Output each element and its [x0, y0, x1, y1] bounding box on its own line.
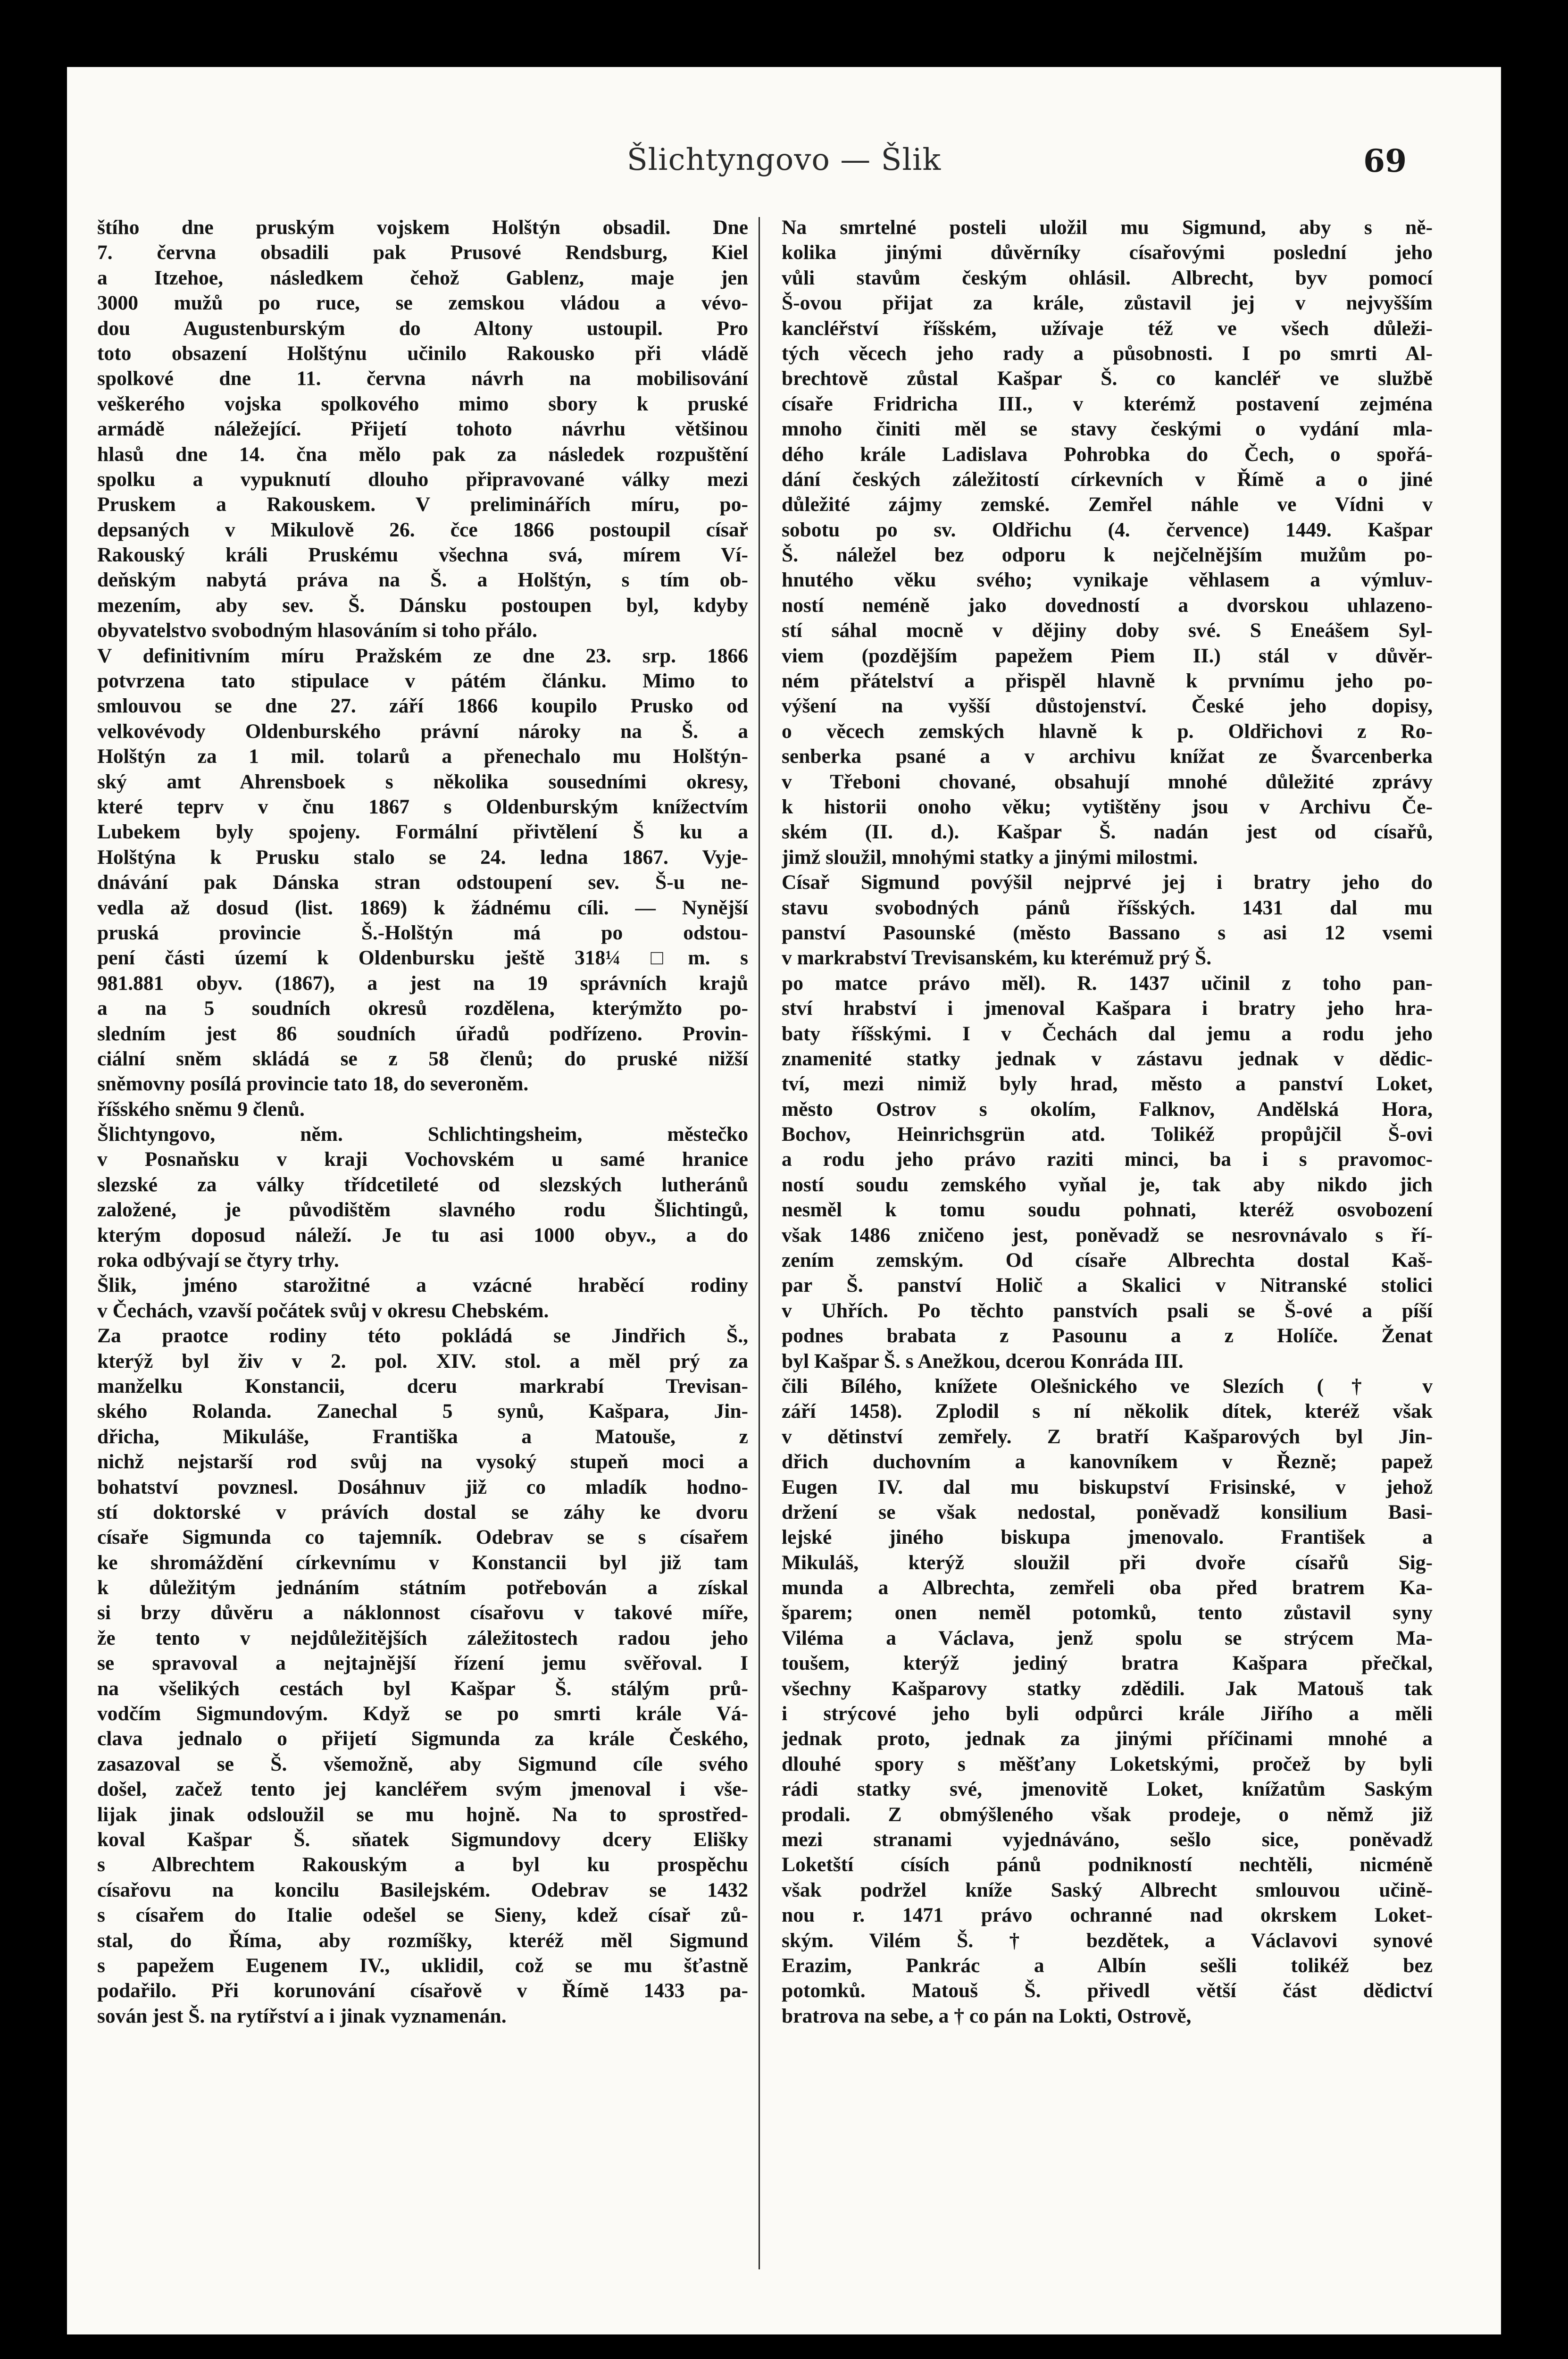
text-line: tých věcech jeho rady a působnosti. I po smrti Al- — [782, 342, 1433, 365]
text-line: ským. Vilém Š. † bezdětek, a Václavovi synové — [782, 1929, 1433, 1952]
text-line: ností soudu zemského vyňal je, tak aby nikdo jich — [782, 1173, 1433, 1196]
text-line: císaře Fridricha III., v kterémž postavení zejména — [782, 392, 1433, 415]
text-line: všechny Kašparovy statky zdědili. Jak Matouš tak — [782, 1677, 1433, 1700]
text-line: velkovévody Oldenburského právní nároky na Š. a — [97, 719, 748, 743]
text-line: slezské za války třídcetileté od slezských lutheránů — [97, 1173, 748, 1196]
text-line: brechtově zůstal Kašpar Š. co kancléř ve službě — [782, 367, 1433, 390]
text-line: nou r. 1471 právo ochranné nad okrskem Loket- — [782, 1904, 1433, 1927]
left-text-column — [97, 215, 748, 2029]
text-line: zasazoval se Š. všemožně, aby Sigmund cíle svého — [97, 1752, 748, 1775]
text-line: kterýž byl živ v 2. pol. XIV. stol. a měl prý za — [97, 1349, 748, 1372]
text-line: Š-ovou přijat za krále, zůstavil jej v nejvyšším — [782, 292, 1433, 315]
text-line: říšského sněmu 9 členů. — [97, 1097, 305, 1121]
text-line: císaře Sigmunda co tajemník. Odebrav se s císařem — [97, 1526, 748, 1549]
text-line: hlasů dne 14. čna mělo pak za následek rozpuštění — [97, 443, 748, 466]
text-line: koval Kašpar Š. sňatek Sigmundovy dcery Elišky — [97, 1828, 748, 1851]
text-line: toto obsazení Holštýnu učinilo Rakousko při vládě — [97, 342, 748, 365]
text-line: ský amt Ahrensboek s několika sousedními okresy, — [97, 770, 748, 793]
text-line: v Čechách, vzavší počátek svůj v okresu Chebském. — [97, 1299, 549, 1322]
text-line: 7. června obsadili pak Prusové Rendsburg, Kiel — [97, 241, 748, 264]
text-line: Mikuláš, kterýž sloužil při dvoře císařů Sig- — [782, 1551, 1433, 1574]
book-page — [67, 67, 1501, 2334]
text-line: po matce právo měl). R. 1437 učinil z toho pan- — [782, 971, 1433, 995]
text-line: veškerého vojska spolkového mimo sbory k pruské — [97, 392, 748, 415]
text-line: které teprv v čnu 1867 s Oldenburským knížectvím — [97, 795, 748, 818]
text-line: hnutého věku svého; vynikaje věhlasem a výmluv- — [782, 569, 1433, 592]
text-line: dřicha, Mikuláše, Františka a Matouše, z — [97, 1425, 748, 1448]
text-line: založené, je původištěm slavného rodu Šlichtingů, — [97, 1198, 748, 1221]
text-line: pení části území k Oldenbursku ještě 318¼ □m. s — [97, 946, 748, 970]
text-line: v Třeboni chované, obsahují mnohé důležité zprávy — [782, 770, 1433, 793]
text-line: Na smrtelné posteli uložil mu Sigmund, aby s ně- — [782, 216, 1433, 239]
text-line: stí sáhal mocně v dějiny doby své. S Eneášem Syl- — [782, 619, 1433, 642]
text-line: a rodu jeho právo raziti minci, ba i s pravomoc- — [782, 1148, 1433, 1171]
text-line: Císař Sigmund povýšil nejprvé jej i bratry jeho do — [782, 871, 1433, 894]
text-line: byl Kašpar Š. s Anežkou, dcerou Konráda III. — [782, 1349, 1184, 1372]
text-line: v markrabství Trevisanském, ku kterémuž prý Š. — [782, 946, 1212, 970]
text-line: obyvatelstvo svobodným hlasováním si toho přálo. — [97, 619, 537, 642]
text-line: zením zemským. Od císaře Albrechta dostal Kaš- — [782, 1249, 1433, 1272]
running-title: Šlichtyngovo — Šlik — [626, 142, 942, 177]
text-line: bohatství povznesl. Dosáhnuv již co mladík hodno- — [97, 1475, 748, 1498]
text-line: dnávání pak Dánska stran odstoupení sev. Š-u ne- — [97, 871, 748, 894]
text-line: nichž nejstarší rod svůj na vysoký stupeň moci a — [97, 1450, 748, 1473]
text-line: k historii onoho věku; vytištěny jsou v Archivu Če- — [782, 795, 1433, 818]
text-line: znamenité statky jednak v zástavu jednak v dědic- — [782, 1047, 1433, 1070]
text-line: že tento v nejdůležitějších záležitostech radou jeho — [97, 1626, 748, 1649]
text-line: sledním jest 86 soudních úřadů podřízeno. Provin- — [97, 1022, 748, 1045]
text-line: spolku a vypuknutí dlouho připravované války mezi — [97, 468, 748, 491]
text-line: září 1458). Zplodil s ní několik dítek, kteréž však — [782, 1400, 1433, 1423]
text-line: munda a Albrechta, zemřeli oba před bratrem Ka- — [782, 1576, 1433, 1599]
text-line: V definitivním míru Pražském ze dne 23. srp. 1866 — [97, 644, 748, 667]
text-line: vedla až dosud (list. 1869) k žádnému cíli. — Nynější — [97, 896, 748, 919]
text-line: Viléma a Václava, jenž spolu se strýcem Ma- — [782, 1626, 1433, 1649]
text-line: smlouvou se dne 27. září 1866 koupilo Prusko od — [97, 694, 748, 718]
text-line: jimž sloužil, mnohými statky a jinými milostmi. — [782, 845, 1198, 869]
text-line: Za praotce rodiny této pokládá se Jindřich Š., — [97, 1324, 748, 1347]
text-line: město Ostrov s okolím, Falknov, Andělská Hora, — [782, 1097, 1433, 1121]
text-line: v Posnaňsku v kraji Vochovském u samé hranice — [97, 1148, 748, 1171]
text-line: pruská provincie Š.-Holštýn má po odstou- — [97, 921, 748, 944]
text-line: výšení na vyšší důstojenství. České jeho dopisy, — [782, 694, 1433, 718]
page-header — [67, 138, 1501, 185]
text-line: stavu svobodných pánů říšských. 1431 dal mu — [782, 896, 1433, 919]
text-line: 3000 mužů po ruce, se zemskou vládou a vévo- — [97, 292, 748, 315]
text-line: ností neméně jako dovedností a dvorskou uhlazeno- — [782, 594, 1433, 617]
text-line: sobotu po sv. Oldřichu (4. července) 1449. Kašpar — [782, 518, 1433, 541]
text-line: tví, mezi nimiž byly hrad, město a panství Loket, — [782, 1072, 1433, 1096]
text-line: panství Pasounské (město Bassano s asi 12 vsemi — [782, 921, 1433, 944]
text-line: Loketští císích pánů podnikností nechtěli, nicméně — [782, 1853, 1433, 1876]
text-line: však 1486 zničeno jest, poněvadž se nesrovnávalo s ří- — [782, 1223, 1433, 1246]
text-line: si brzy důvěru a náklonnost císařovu v takové míře, — [97, 1601, 748, 1624]
text-line: s papežem Eugenem IV., uklidil, což se mu šťastně — [97, 1954, 748, 1977]
text-line: prodali. Z obmýšleného však prodeje, o němž již — [782, 1803, 1433, 1826]
text-line: Rakouský králi Pruskému všechna svá, mírem Ví- — [97, 544, 748, 567]
text-line: ciální sněm skládá se z 58 členů; do pruské nižší — [97, 1047, 748, 1070]
text-line: mezi stranami vyjednáváno, sešlo sice, poněvadž — [782, 1828, 1433, 1851]
text-line: v dětinství zemřely. Z bratří Kašparových byl Jin- — [782, 1425, 1433, 1448]
text-line: důležité zájmy zemské. Zemřel náhle ve Vídni v — [782, 493, 1433, 516]
text-line: s Albrechtem Rakouským a byl ku prospěchu — [97, 1853, 748, 1876]
text-line: potvrzena tato stipulace v pátém článku. Mimo to — [97, 669, 748, 693]
text-line: armádě náležející. Přijetí tohoto návrhu většinou — [97, 418, 748, 441]
text-line: Eugen IV. dal mu biskupství Frisinské, v jehož — [782, 1475, 1433, 1498]
text-line: v Uhřích. Po těchto panstvích psali se Š-ové a píší — [782, 1299, 1433, 1322]
text-line: a na 5 soudních okresů rozdělena, kterýmžto po- — [97, 997, 748, 1020]
text-line: manželku Konstancii, dceru markrabí Trevisan- — [97, 1374, 748, 1397]
text-line: baty říšskými. I v Čechách dal jemu a rodu jeho — [782, 1022, 1433, 1045]
text-line: ke shromáždění církevnímu v Konstancii byl již tam — [97, 1551, 748, 1574]
text-line: lejské jiného biskupa jmenovalo. František a — [782, 1526, 1433, 1549]
text-line: o věcech zemských hlavně k p. Oldřichovi z Ro- — [782, 719, 1433, 743]
text-line: sněmovny posílá provincie tato 18, do severoněm. — [97, 1072, 529, 1096]
text-line: Bochov, Heinrichsgrün atd. Tolikéž propůjčil Š-ovi — [782, 1123, 1433, 1146]
right-text-column — [782, 215, 1433, 2029]
text-line: roka odbývají se čtyry trhy. — [97, 1249, 339, 1272]
text-line: potomků. Matouš Š. přivedl větší část dědictví — [782, 1979, 1433, 2002]
text-line: Š. náležel bez odporu k nejčelnějším mužům po- — [782, 544, 1433, 567]
text-line: s císařem do Italie odešel se Sieny, kdež císař zů- — [97, 1904, 748, 1927]
text-line: Erazim, Pankrác a Albín sešli tolikéž bez — [782, 1954, 1433, 1977]
text-line: par Š. panství Holič a Skalici v Nitranské stolici — [782, 1274, 1433, 1297]
text-line: ství hrabství i jmenoval Kašpara i bratry jeho hra- — [782, 997, 1433, 1020]
text-line: kancléřství říšském, užívaje též ve všech důleži- — [782, 317, 1433, 340]
column-divider — [759, 217, 760, 2269]
text-line: podařilo. Při korunování císařově v Římě 1433 pa- — [97, 1979, 748, 2002]
text-line: ném přátelství a přispěl hlavně k prvnímu jeho po- — [782, 669, 1433, 693]
text-line: i strýcové jeho byli odpůrci krále Jiřího a měli — [782, 1702, 1433, 1725]
text-line: štího dne pruským vojskem Holštýn obsadil. Dne — [97, 216, 748, 239]
text-line: rádi statky své, jmenovitě Loket, knížatům Saským — [782, 1778, 1433, 1801]
text-line: a Itzehoe, následkem čehož Gablenz, maje jen — [97, 266, 748, 289]
text-line: ského Rolanda. Zanechal 5 synů, Kašpara, Jin- — [97, 1400, 748, 1423]
text-line: šparem; onen neměl potomků, tento zůstavil syny — [782, 1601, 1433, 1624]
text-line: Pruskem a Rakouskem. V preliminářích míru, po- — [97, 493, 748, 516]
text-line: ském (II. d.). Kašpar Š. nadán jest od císařů, — [782, 820, 1433, 844]
text-line: kolika jinými důvěrníky císařovými poslední jeho — [782, 241, 1433, 264]
text-line: 981.881 obyv. (1867), a jest na 19 správních krajů — [97, 971, 748, 995]
text-line: stal, do Říma, aby rozmíšky, kteréž měl Sigmund — [97, 1929, 748, 1952]
text-line: clava jednalo o přijetí Sigmunda za krále Českého, — [97, 1727, 748, 1750]
text-line: k důležitým jednáním státním potřebován a získal — [97, 1576, 748, 1599]
text-line: depsaných v Mikulově 26. čce 1866 postoupil císař — [97, 518, 748, 541]
text-line: vodčím Sigmundovým. Když se po smrti krále Vá- — [97, 1702, 748, 1725]
text-line: došel, začež tento jej kancléřem svým jmenoval i vše- — [97, 1778, 748, 1801]
text-line: čili Bílého, knížete Olešnického ve Slezích († v — [782, 1374, 1433, 1397]
text-line: deňským nabytá práva na Š. a Holštýn, s tím ob- — [97, 569, 748, 592]
text-line: však podržel kníže Saský Albrecht smlouvou učině- — [782, 1878, 1433, 1901]
text-line: císařovu na koncilu Basilejském. Odebrav se 1432 — [97, 1878, 748, 1901]
text-line: jednak proto, jednak za jinými příčinami mnohé a — [782, 1727, 1433, 1750]
text-line: podnes brabata z Pasounu a z Holíče. Ženat — [782, 1324, 1433, 1347]
text-line: viem (pozdějším papežem Piem II.) stál v důvěr- — [782, 644, 1433, 667]
text-line: lijak jinak odsloužil se mu hojně. Na to sprostřed- — [97, 1803, 748, 1826]
text-line: dřich duchovním a kanovníkem v Řezně; papež — [782, 1450, 1433, 1473]
text-line: Šlichtyngovo, něm. Schlichtingsheim, městečko — [97, 1123, 748, 1146]
text-line: sován jest Š. na rytířství a i jinak vyznamenán. — [97, 2004, 507, 2027]
text-line: na všelikých cestách byl Kašpar Š. stálým prů- — [97, 1677, 748, 1700]
text-line: Holštýn za 1 mil. tolarů a přenechalo mu Holštýn- — [97, 745, 748, 768]
text-line: stí doktorské v právích dostal se záhy ke dvoru — [97, 1500, 748, 1523]
text-line: držení se však nedostal, poněvadž konsilium Basi- — [782, 1500, 1433, 1523]
text-line: toušem, kterýž jediný bratra Kašpara přečkal, — [782, 1652, 1433, 1675]
text-line: se spravoval a nejtajnější řízení jemu svěřoval. I — [97, 1652, 748, 1675]
page-number: 69 — [1363, 142, 1407, 179]
text-line: dou Augustenburským do Altony ustoupil. Pro — [97, 317, 748, 340]
text-line: spolkové dne 11. června návrh na mobilisování — [97, 367, 748, 390]
text-line: Šlik, jméno starožitné a vzácné hraběcí rodiny — [97, 1274, 748, 1297]
text-line: mezením, aby sev. Š. Dánsku postoupen byl, kdyby — [97, 594, 748, 617]
text-line: Holštýna k Prusku stalo se 24. ledna 1867. Vyje- — [97, 845, 748, 869]
text-line: dlouhé spory s měšťany Loketskými, pročež by byli — [782, 1752, 1433, 1775]
text-line: Lubekem byly spojeny. Formální přivtělení Š ku a — [97, 820, 748, 844]
text-line: dého krále Ladislava Pohrobka do Čech, o spořá- — [782, 443, 1433, 466]
text-line: dání českých záležitostí církevních v Římě a o jiné — [782, 468, 1433, 491]
text-line: nesměl k tomu soudu pohnati, kteréž osvobození — [782, 1198, 1433, 1221]
text-line: senberka psané a v archivu knížat ze Švarcenberka — [782, 745, 1433, 768]
text-line: kterým doposud náleží. Je tu asi 1000 obyv., a do — [97, 1223, 748, 1246]
text-line: vůli stavům českým ohlásil. Albrecht, byv pomocí — [782, 266, 1433, 289]
text-line: bratrova na sebe, a † co pán na Lokti, Ostrově, — [782, 2004, 1192, 2027]
text-line: mnoho činiti měl se stavy českými o vydání mla- — [782, 418, 1433, 441]
